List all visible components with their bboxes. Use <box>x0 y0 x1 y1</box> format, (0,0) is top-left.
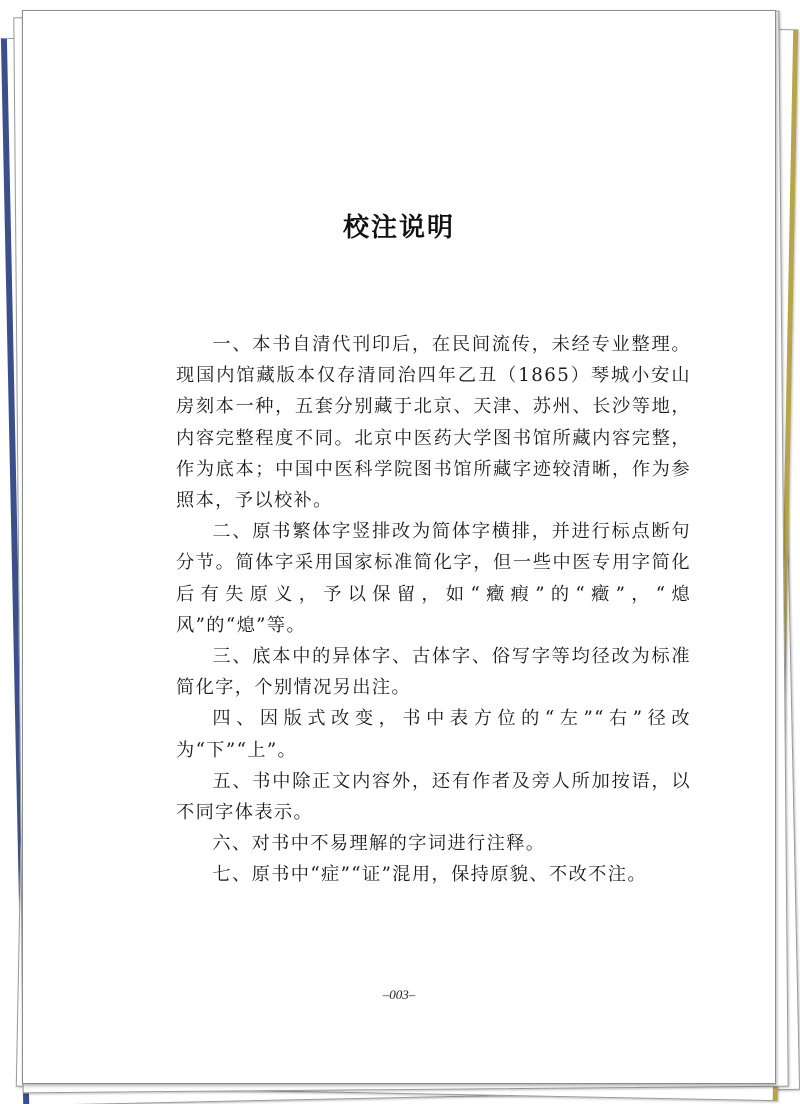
paragraph: 四、因版式改变，书中表方位的“左”“右”径改为“下”“上”。 <box>176 708 691 761</box>
page-number: –003– <box>382 987 416 1002</box>
paragraph: 六、对书中不易理解的字词进行注释。 <box>212 833 546 855</box>
page-title: 校注说明 <box>342 213 455 243</box>
document-page <box>22 10 776 1084</box>
body-text <box>176 329 691 891</box>
paragraph: 二、原书繁体字竖排改为简体字横排，并进行标点断句分节。简体字采用国家标准简化字，但一些中医专用字简化后有失原义，予以保留，如“癥瘕”的“癥”，“熄风”的“熄”等。 <box>176 521 691 636</box>
paragraph: 一、本书自清代刊印后，在民间流传，未经专业整理。现国内馆藏版本仅存清同治四年乙丑（1865）琴城小安山房刻本一种，五套分别藏于北京、天津、苏州、长沙等地，内容完整程度不同。北京中医药大学图书馆所藏内容完整，作为底本；中国中医科学院图书馆所藏字迹较清晰，作为参照本，予以校补。 <box>176 334 691 512</box>
paragraph: 五、书中除正文内容外，还有作者及旁人所加按语，以不同字体表示。 <box>176 770 691 824</box>
paragraph: 三、底本中的异体字、古体字、俗写字等均径改为标准简化字，个别情况另出注。 <box>176 646 691 699</box>
paragraph: 七、原书中“症”“证”混用，保持原貌、不改不注。 <box>212 864 647 886</box>
